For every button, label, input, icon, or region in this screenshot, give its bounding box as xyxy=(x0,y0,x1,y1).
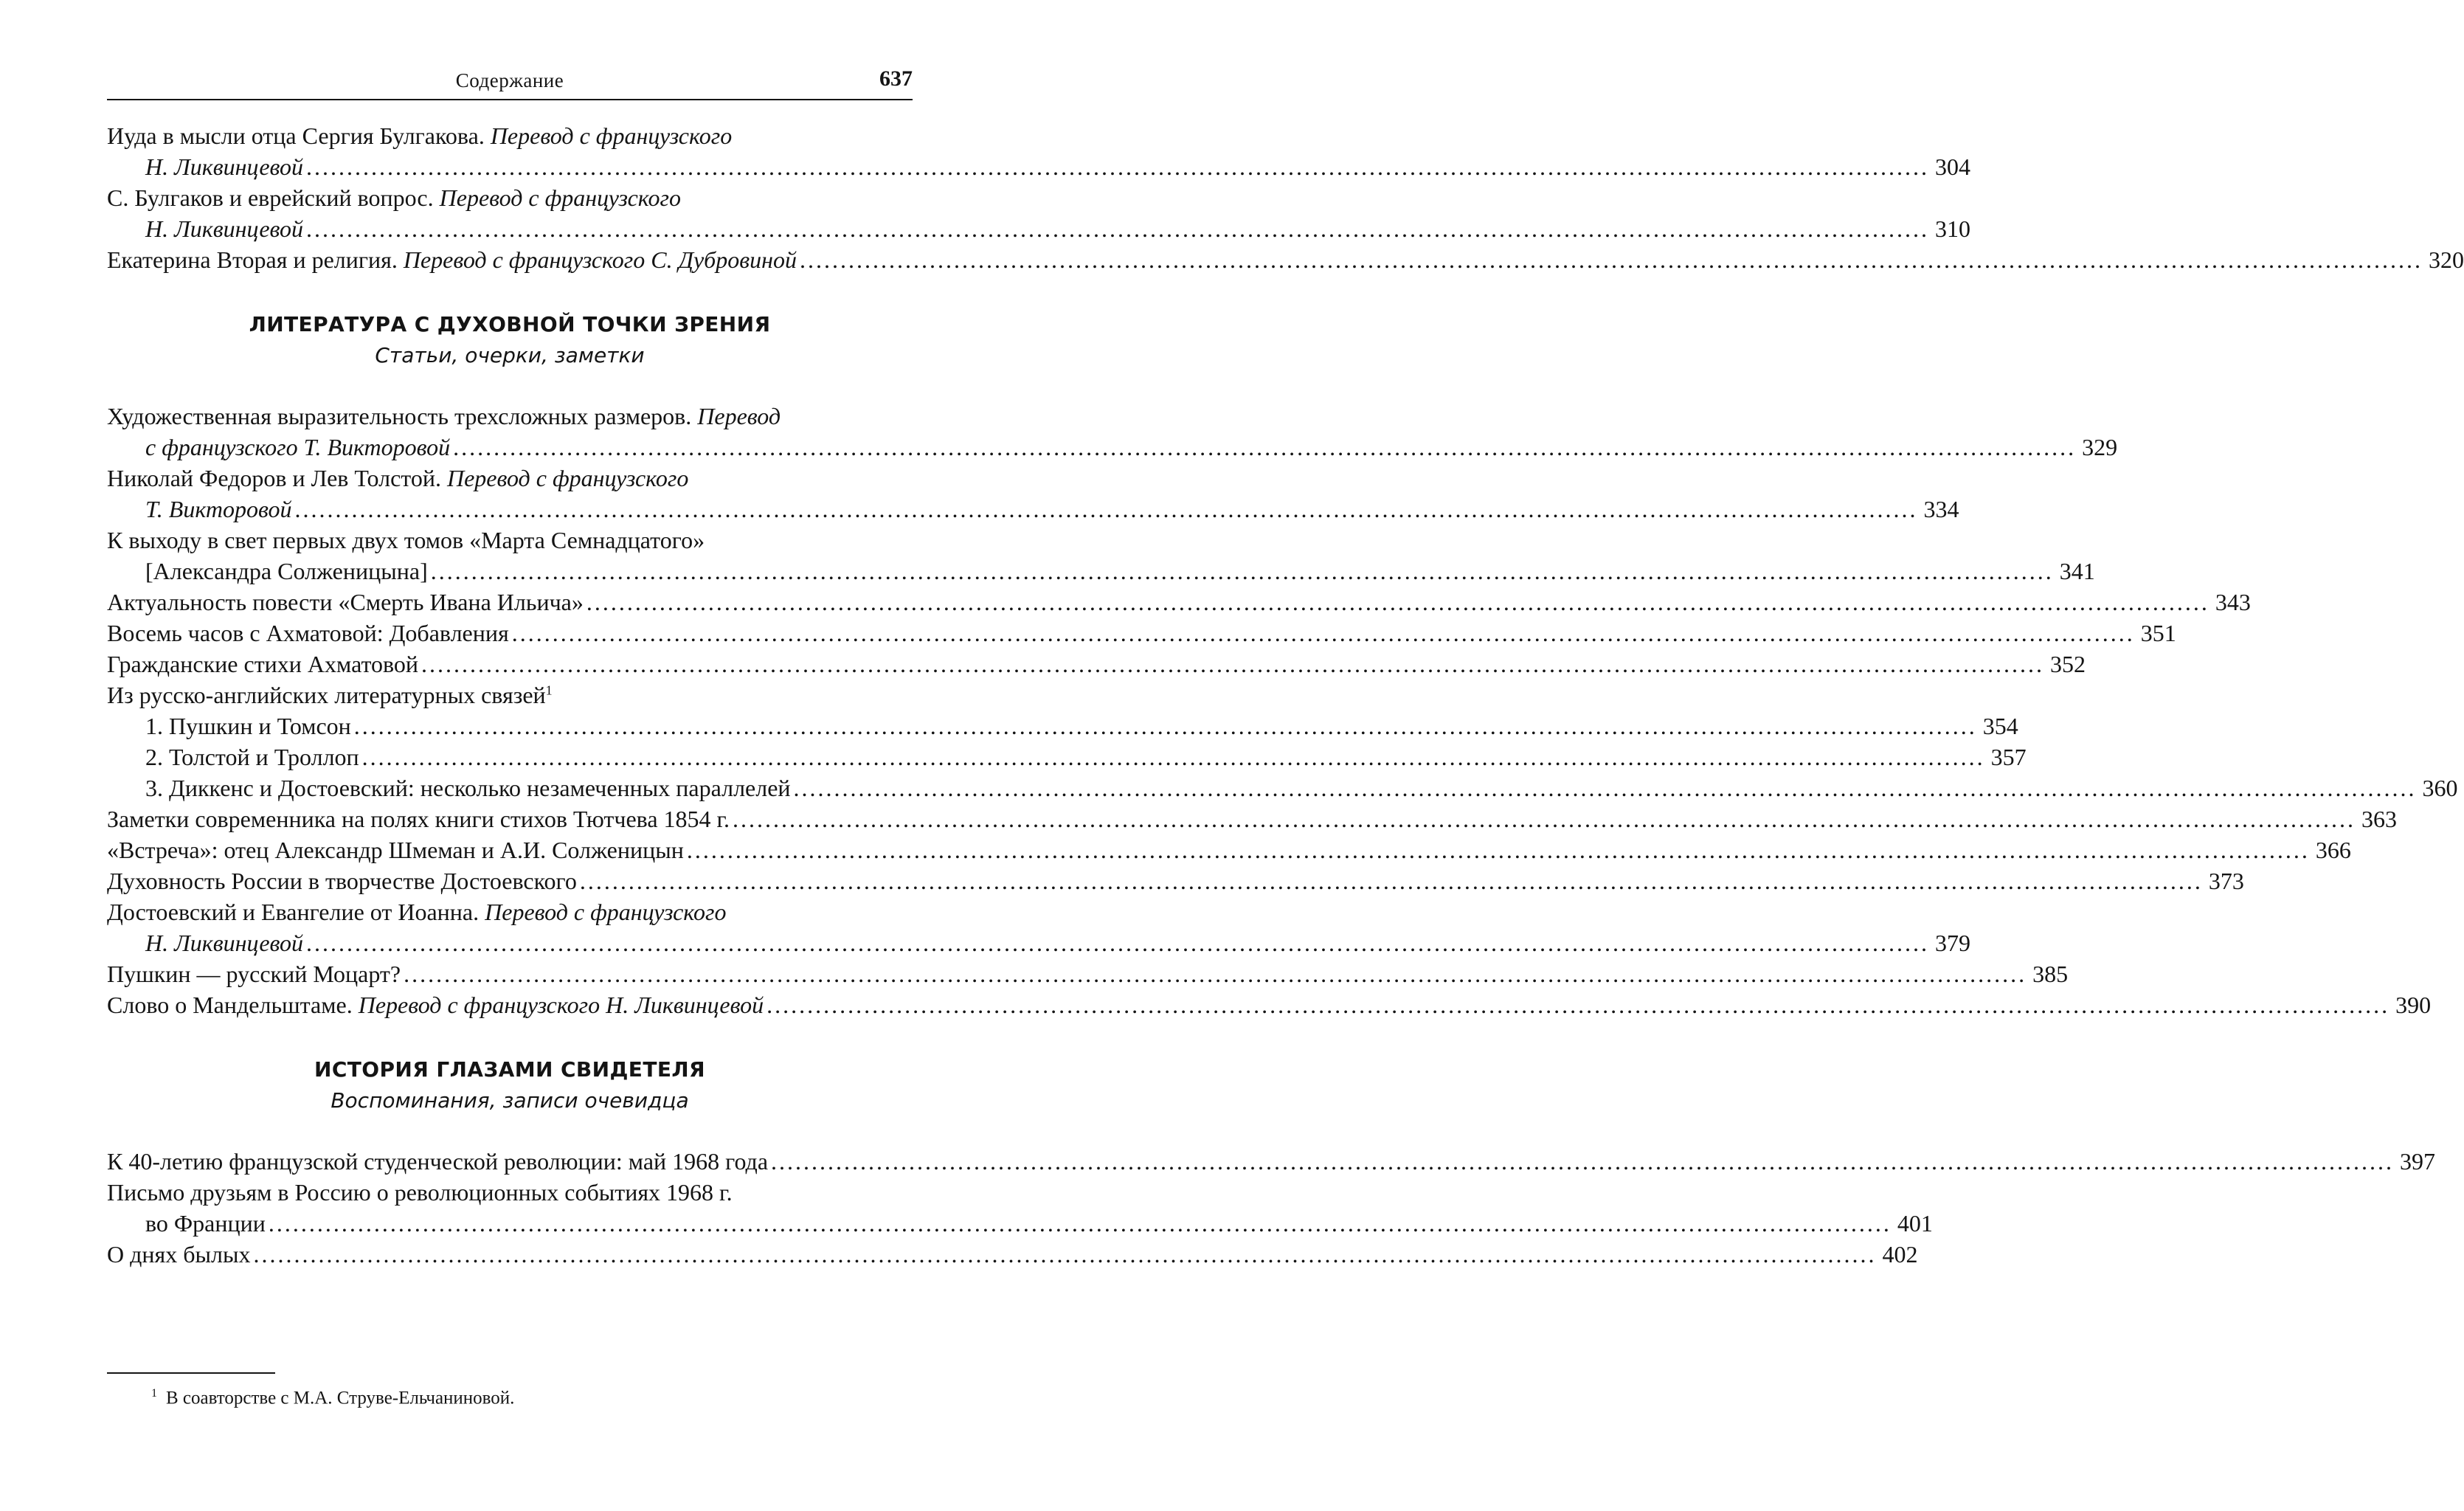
toc-entry-dostoevsky-john xyxy=(107,896,1970,958)
dot-leader: ........................................................................................................................................................................................................ xyxy=(253,1241,1877,1268)
toc-entry-fedorov-tolstoy xyxy=(107,463,1959,525)
toc-subentry xyxy=(107,772,2458,803)
entry-page: 360 xyxy=(2422,775,2458,801)
toc-entry-akhmatova-civic xyxy=(107,649,2086,680)
entry-page: 397 xyxy=(2400,1148,2436,1175)
dot-leader: ........................................................................................................................................................................................................ xyxy=(268,1210,1892,1237)
section-title: ИСТОРИЯ ГЛАЗАМИ СВИДЕТЕЛЯ xyxy=(314,1057,705,1082)
section-subtitle: Воспоминания, записи очевидца xyxy=(331,1088,689,1113)
entry-title: Из русско-английских литературных связей xyxy=(107,682,546,708)
entry-translator-note: Перевод xyxy=(697,403,781,429)
dot-leader: ........................................................................................................................................................................................................ xyxy=(511,620,2135,646)
toc-subentry xyxy=(107,710,2018,741)
dot-leader: ........................................................................................................................................................................................................ xyxy=(766,992,2390,1018)
dot-leader: ........................................................................................................................................................................................................ xyxy=(430,558,2054,584)
entry-title: Иуда в мысли отца Сергия Булгакова. xyxy=(107,122,491,149)
entry-title: 3. Диккенс и Достоевский: несколько незамеченных параллелей xyxy=(145,775,791,801)
entry-translator: Т. Викторовой xyxy=(145,496,292,522)
page-number: 637 xyxy=(879,66,913,91)
entry-page: 329 xyxy=(2082,434,2118,460)
toc-entry-schmemann-solzhenitsyn xyxy=(107,834,2351,865)
dot-leader: ........................................................................................................................................................................................................ xyxy=(421,651,2045,677)
toc-entry-may-1968 xyxy=(107,1146,2436,1177)
entry-page: 401 xyxy=(1897,1210,1933,1237)
toc-entry-mandelstam xyxy=(107,989,2432,1020)
entry-title: 1. Пушкин и Томсон xyxy=(145,713,351,739)
entry-page: 390 xyxy=(2395,992,2432,1018)
toc-entry-march-seventeenth xyxy=(107,525,2095,587)
entry-page: 363 xyxy=(2361,806,2398,832)
entry-title: Пушкин — русский Моцарт? xyxy=(107,961,401,987)
toc-entry-pushkin-mozart xyxy=(107,958,2069,989)
entry-page: 379 xyxy=(1934,930,1970,956)
entry-page: 310 xyxy=(1934,215,1970,242)
entry-title: Слово о Мандельштаме. xyxy=(107,992,359,1018)
entry-title: К 40-летию французской студенческой революции: май 1968 года xyxy=(107,1148,769,1175)
toc-entry-bulgakov-jewish-question xyxy=(107,182,1970,244)
entry-title: Екатерина Вторая и религия. xyxy=(107,246,404,273)
dot-leader: ........................................................................................................................................................................................................ xyxy=(686,837,2310,863)
entry-page: 341 xyxy=(2059,558,2095,584)
dot-leader: ........................................................................................................................................................................................................ xyxy=(800,246,2423,273)
dot-leader: ........................................................................................................................................................................................................ xyxy=(733,806,2356,832)
section-title: ЛИТЕРАТУРА С ДУХОВНОЙ ТОЧКИ ЗРЕНИЯ xyxy=(249,312,771,336)
toc-entry-days-gone-by xyxy=(107,1239,1918,1270)
entry-title: Николай Федоров и Лев Толстой. xyxy=(107,465,447,491)
entry-page: 385 xyxy=(2032,961,2069,987)
entry-page: 366 xyxy=(2315,837,2351,863)
entry-translator-note: Перевод с французского xyxy=(490,122,733,149)
dot-leader: ........................................................................................................................................................................................................ xyxy=(453,434,2077,460)
section-subtitle: Статьи, очерки, заметки xyxy=(375,343,645,367)
entry-title: С. Булгаков и еврейский вопрос. xyxy=(107,184,440,211)
dot-leader: ........................................................................................................................................................................................................ xyxy=(361,744,1985,770)
entry-page: 352 xyxy=(2050,651,2086,677)
entry-translator: Н. Ликвинцевой xyxy=(145,153,303,180)
entry-title: Гражданские стихи Ахматовой xyxy=(107,651,419,677)
dot-leader: ........................................................................................................................................................................................................ xyxy=(579,868,2203,894)
entry-title: «Встреча»: отец Александр Шмеман и А.И. Солженицын xyxy=(107,837,684,863)
toc-entry-ivan-ilyich xyxy=(107,587,2251,618)
entry-title: Актуальность повести «Смерть Ивана Ильича» xyxy=(107,589,584,615)
entry-title-continued: [Александра Солженицына] xyxy=(145,558,428,584)
dot-leader: ........................................................................................................................................................................................................ xyxy=(586,589,2209,615)
entry-title: Письмо друзьям в Россию о революционных событиях 1968 г. xyxy=(107,1179,733,1206)
toc-entry-tyutchev-notes xyxy=(107,803,2398,834)
entry-translator: Н. Ликвинцевой xyxy=(145,930,303,956)
entry-title: Восемь часов с Ахматовой: Добавления xyxy=(107,620,509,646)
entry-title: О днях былых xyxy=(107,1241,251,1268)
entry-title: Достоевский и Евангелие от Иоанна. xyxy=(107,899,485,925)
dot-leader: ........................................................................................................................................................................................................ xyxy=(404,961,2027,987)
entry-translator-note: Перевод с французского xyxy=(446,465,689,491)
section-heading-literature xyxy=(107,309,913,371)
entry-translator: с французского Т. Викторовой xyxy=(145,434,451,460)
toc-entry-bulgakov-judas xyxy=(107,120,1970,182)
section-heading-history xyxy=(107,1054,913,1116)
entry-title: К выходу в свет первых двух томов «Марта Семнадцатого» xyxy=(107,527,705,553)
footnote-text: В соавторстве с М.А. Струве-Ельчаниновой. xyxy=(166,1388,515,1408)
toc-entry-trisyllabic-meters xyxy=(107,401,2118,463)
entry-translator-note: Перевод с французского С. Дубровиной xyxy=(403,246,797,273)
entry-title: 2. Толстой и Троллоп xyxy=(145,744,359,770)
dot-leader: ........................................................................................................................................................................................................ xyxy=(294,496,1918,522)
entry-page: 357 xyxy=(1990,744,2027,770)
toc-entry-russian-english-links xyxy=(107,680,2458,803)
entry-page: 334 xyxy=(1923,496,1959,522)
entry-title: Заметки современника на полях книги стихов Тютчева 1854 г. xyxy=(107,806,730,832)
dot-leader: ........................................................................................................................................................................................................ xyxy=(793,775,2417,801)
entry-page: 351 xyxy=(2140,620,2176,646)
entry-title-continued: во Франции xyxy=(145,1210,266,1237)
table-of-contents xyxy=(107,120,2464,1270)
footnote xyxy=(151,1387,514,1408)
dot-leader: ........................................................................................................................................................................................................ xyxy=(353,713,1977,739)
entry-page: 320 xyxy=(2429,246,2464,273)
footnote-mark: 1 xyxy=(151,1387,157,1400)
entry-title: Художественная выразительность трехсложных размеров. xyxy=(107,403,698,429)
entry-translator-note: Перевод с французского xyxy=(485,899,727,925)
entry-page: 343 xyxy=(2215,589,2251,615)
toc-subentry xyxy=(107,741,2027,772)
dot-leader: ........................................................................................................................................................................................................ xyxy=(305,153,1929,180)
entry-page: 373 xyxy=(2208,868,2244,894)
running-head xyxy=(107,65,913,100)
entry-page: 402 xyxy=(1882,1241,1918,1268)
footnote-reference: 1 xyxy=(545,682,553,698)
toc-entry-letter-to-friends xyxy=(107,1177,1933,1239)
running-head-title: Содержание xyxy=(455,69,564,91)
toc-entry-akhmatova-hours xyxy=(107,618,2176,649)
entry-translator-note: Перевод с французского Н. Ликвинцевой xyxy=(358,992,764,1018)
toc-entry-catherine-religion xyxy=(107,244,2464,275)
entry-title: Духовность России в творчестве Достоевского xyxy=(107,868,577,894)
dot-leader: ........................................................................................................................................................................................................ xyxy=(305,930,1929,956)
dot-leader: ........................................................................................................................................................................................................ xyxy=(305,215,1929,242)
entry-translator: Н. Ликвинцевой xyxy=(145,215,303,242)
entry-translator-note: Перевод с французского xyxy=(439,184,682,211)
entry-page: 304 xyxy=(1934,153,1970,180)
footnote-rule xyxy=(107,1372,275,1374)
dot-leader: ........................................................................................................................................................................................................ xyxy=(771,1148,2395,1175)
entry-page: 354 xyxy=(1982,713,2018,739)
toc-entry-dostoevsky-spirituality xyxy=(107,865,2244,896)
